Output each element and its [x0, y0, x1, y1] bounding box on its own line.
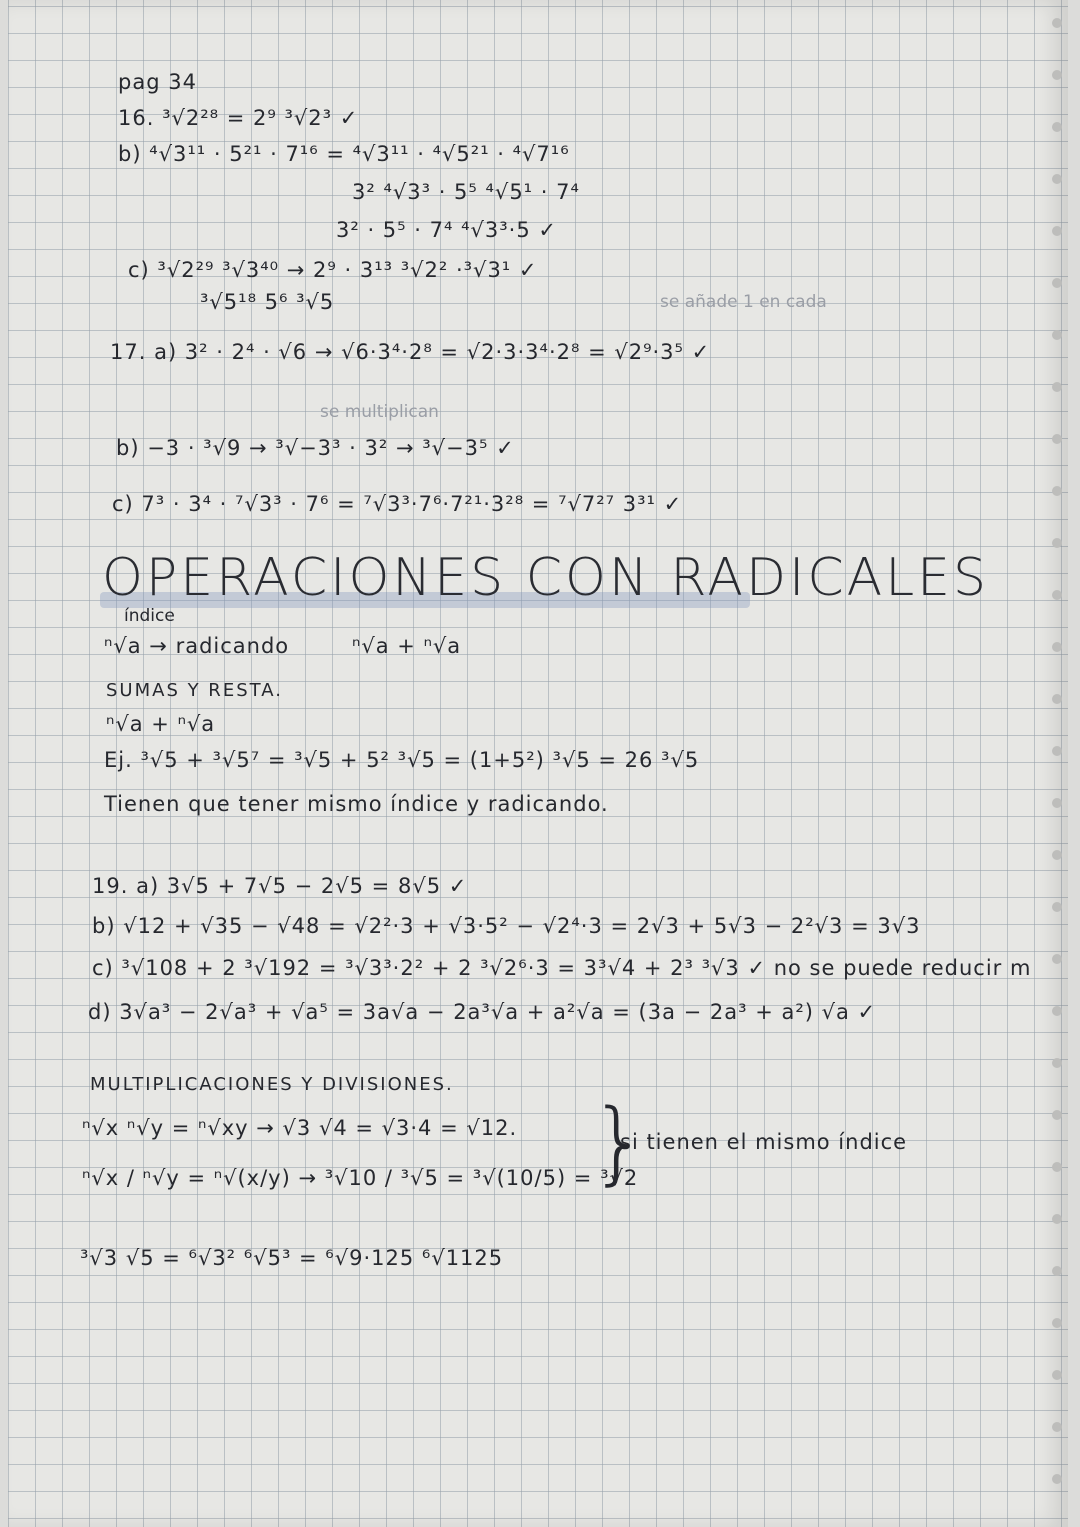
- section-title: OPERACIONES CON RADICALES: [102, 548, 990, 608]
- exercise-16b-line1: b) ⁴√3¹¹ · 5²¹ · 7¹⁶ = ⁴√3¹¹ · ⁴√5²¹ · ⁴√7¹⁶: [118, 142, 570, 166]
- exercise-17c: c) 7³ · 3⁴ · ⁷√3³ · 7⁶ = ⁷√3³·7⁶·7²¹·3²⁸ = ⁷√7²⁷ 3³¹ ✓: [112, 492, 683, 516]
- mult-note: si tienen el mismo índice: [620, 1130, 908, 1154]
- mult-rule-1: ⁿ√x ⁿ√y = ⁿ√xy → √3 √4 = √3·4 = √12.: [82, 1116, 518, 1140]
- exercise-19d: d) 3√a³ − 2√a³ + √a⁵ = 3a√a − 2a³√a + a²√a = (3a − 2a³ + a²) √a ✓: [88, 1000, 877, 1024]
- mult-rule-2: ⁿ√x / ⁿ√y = ⁿ√(x/y) → ³√10 / ³√5 = ³√(10/5) = ³√2: [82, 1166, 639, 1190]
- exercise-16b-line3: 3² · 5⁵ · 7⁴ ⁴√3³·5 ✓: [336, 218, 557, 242]
- sums-rule: Tienen que tener mismo índice y radicando.: [104, 792, 609, 816]
- exercise-19a: 19. a) 3√5 + 7√5 − 2√5 = 8√5 ✓: [92, 874, 468, 898]
- exercise-16c-line1: c) ³√2²⁹ ³√3⁴⁰ → 2⁹ · 3¹³ ³√2² ·³√3¹ ✓: [128, 258, 538, 282]
- exercise-19c: c) ³√108 + 2 ³√192 = ³√3³·2² + 2 ³√2⁶·3 = 3³√4 + 2³ ³√3 ✓ no se puede reducir m: [92, 956, 1032, 980]
- page-reference: pag 34: [118, 70, 197, 94]
- mixed-index-example: ³√3 √5 = ⁶√3² ⁶√5³ = ⁶√9·125 ⁶√1125: [80, 1246, 504, 1270]
- brace: }: [590, 1090, 648, 1195]
- radicand-label: ⁿ√a → radicando: [104, 634, 290, 658]
- sums-formula: ⁿ√a + ⁿ√a: [106, 712, 216, 736]
- spiral-holes: [1046, 0, 1064, 1527]
- sums-example: Ej. ³√5 + ³√5⁷ = ³√5 + 5² ³√5 = (1+5²) ³√5 = 26 ³√5: [104, 748, 700, 772]
- pencil-note-added: se añade 1 en cada: [660, 292, 827, 312]
- exercise-16a: 16. ³√2²⁸ = 2⁹ ³√2³ ✓: [118, 106, 359, 130]
- exercise-16c-line2: ³√5¹⁸ 5⁶ ³√5: [200, 290, 335, 314]
- exercise-17b: b) −3 · ³√9 → ³√−3³ · 3² → ³√−3⁵ ✓: [116, 436, 515, 460]
- exercise-16b-line2: 3² ⁴√3³ · 5⁵ ⁴√5¹ · 7⁴: [352, 180, 580, 204]
- exercise-19b: b) √12 + √35 − √48 = √2²·3 + √3·5² − √2⁴·3 = 2√3 + 5√3 − 2²√3 = 3√3: [92, 914, 921, 938]
- mult-heading: MULTIPLICACIONES Y DIVISIONES.: [90, 1074, 454, 1095]
- exercise-17a: 17. a) 3² · 2⁴ · √6 → √6·3⁴·2⁸ = √2·3·3⁴·2⁸ = √2⁹·3⁵ ✓: [110, 340, 711, 364]
- pencil-note-multiply: se multiplican: [320, 402, 439, 422]
- index-label: índice: [124, 606, 175, 626]
- sum-example-top: ⁿ√a + ⁿ√a: [352, 634, 462, 658]
- sums-heading: SUMAS Y RESTA.: [106, 680, 283, 701]
